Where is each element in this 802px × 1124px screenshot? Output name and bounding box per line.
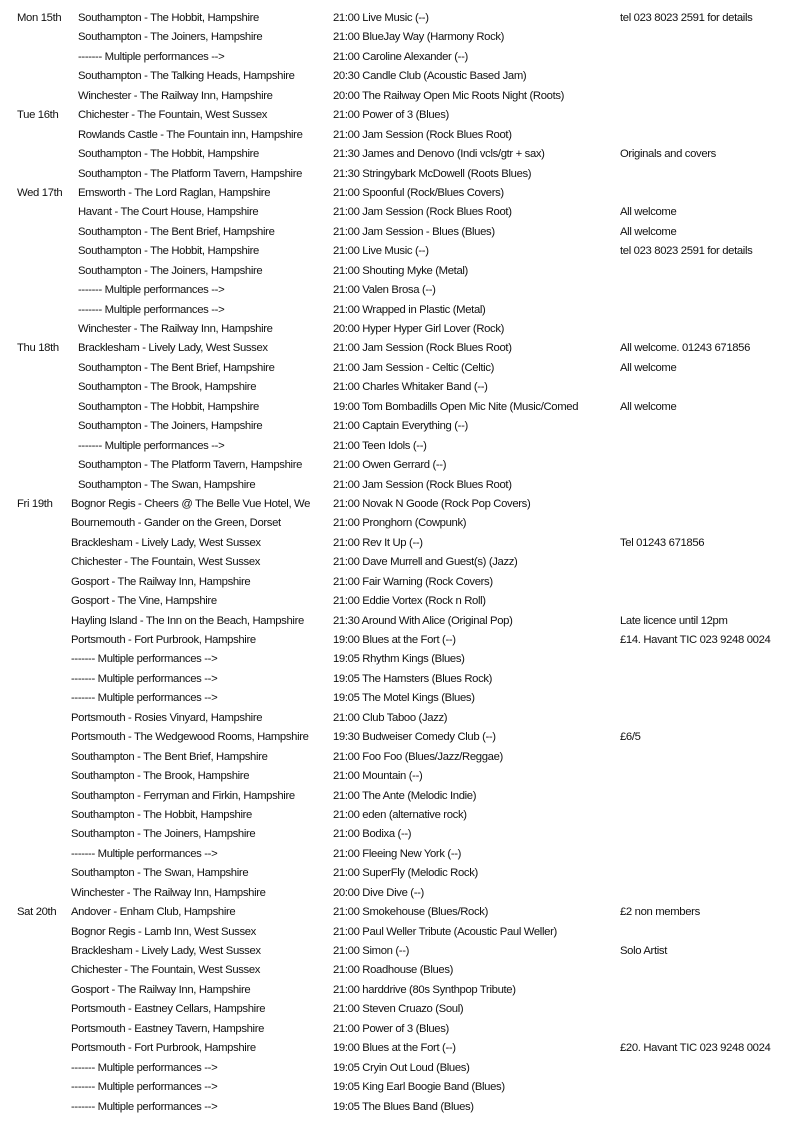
listing-row xyxy=(0,709,802,728)
event-time-and-act: 19:05 The Motel Kings (Blues) xyxy=(333,692,475,705)
event-time-and-act: 19:05 Cryin Out Loud (Blues) xyxy=(333,1061,470,1074)
event-time-and-act: 21:00 Roadhouse (Blues) xyxy=(333,964,454,977)
venue-name: Southampton - The Talking Heads, Hampshire xyxy=(78,70,295,83)
event-note: Tel 01243 671856 xyxy=(620,536,705,549)
listing-row xyxy=(0,223,802,242)
listing-row xyxy=(0,573,802,592)
venue-name: Southampton - The Joiners, Hampshire xyxy=(78,420,263,433)
event-time-and-act: 21:00 Foo Foo (Blues/Jazz/Reggae) xyxy=(333,750,503,763)
event-note: £2 non members xyxy=(620,906,700,919)
listing-row xyxy=(0,242,802,261)
venue-name: Portsmouth - The Wedgewood Rooms, Hampshire xyxy=(71,731,309,744)
venue-name: Southampton - The Joiners, Hampshire xyxy=(78,264,263,277)
event-time-and-act: 21:00 SuperFly (Melodic Rock) xyxy=(333,867,478,880)
venue-name: Gosport - The Railway Inn, Hampshire xyxy=(71,983,251,996)
venue-name: Bournemouth - Gander on the Green, Dorset xyxy=(71,517,281,530)
listing-row xyxy=(0,748,802,767)
event-time-and-act: 21:00 Paul Weller Tribute (Acoustic Paul Weller) xyxy=(333,925,557,938)
listing-row xyxy=(0,184,802,203)
event-time-and-act: 21:00 Club Taboo (Jazz) xyxy=(333,711,448,724)
listing-row xyxy=(0,884,802,903)
venue-name: Southampton - The Platform Tavern, Hampshire xyxy=(78,167,303,180)
event-time-and-act: 21:00 Mountain (--) xyxy=(333,770,423,783)
event-time-and-act: 20:30 Candle Club (Acoustic Based Jam) xyxy=(333,70,527,83)
listing-row xyxy=(0,398,802,417)
venue-name: Winchester - The Railway Inn, Hampshire xyxy=(78,89,273,102)
event-time-and-act: 21:00 BlueJay Way (Harmony Rock) xyxy=(333,31,505,44)
event-time-and-act: 21:00 eden (alternative rock) xyxy=(333,808,467,821)
event-time-and-act: 21:00 Charles Whitaker Band (--) xyxy=(333,381,488,394)
listing-row xyxy=(0,514,802,533)
event-time-and-act: 21:00 Jam Session (Rock Blues Root) xyxy=(333,206,512,219)
venue-name: ------- Multiple performances --> xyxy=(71,653,218,666)
listing-row xyxy=(0,126,802,145)
listing-row xyxy=(0,534,802,553)
day-label: Mon 15th xyxy=(17,12,62,24)
event-time-and-act: 21:00 Wrapped in Plastic (Metal) xyxy=(333,303,486,316)
venue-name: Chichester - The Fountain, West Sussex xyxy=(78,109,268,122)
event-time-and-act: 21:00 Owen Gerrard (--) xyxy=(333,459,447,472)
listing-row xyxy=(0,48,802,67)
event-time-and-act: 21:30 Stringybark McDowell (Roots Blues) xyxy=(333,167,532,180)
listing-row xyxy=(0,612,802,631)
venue-name: Southampton - The Hobbit, Hampshire xyxy=(78,148,259,161)
venue-name: Chichester - The Fountain, West Sussex xyxy=(71,964,261,977)
venue-name: Southampton - The Bent Brief, Hampshire xyxy=(71,750,268,763)
listing-row xyxy=(0,165,802,184)
venue-name: Havant - The Court House, Hampshire xyxy=(78,206,259,219)
event-time-and-act: 19:00 Tom Bombadills Open Mic Nite (Music/Comed xyxy=(333,400,579,413)
venue-name: ------- Multiple performances --> xyxy=(71,692,218,705)
listing-row xyxy=(0,845,802,864)
event-time-and-act: 20:00 The Railway Open Mic Roots Night (Roots) xyxy=(333,89,565,102)
listing-row xyxy=(0,378,802,397)
listing-row xyxy=(0,553,802,572)
venue-name: Bracklesham - Lively Lady, West Sussex xyxy=(71,536,261,549)
event-time-and-act: 21:00 Fleeing New York (--) xyxy=(333,847,462,860)
venue-name: Portsmouth - Eastney Cellars, Hampshire xyxy=(71,1003,266,1016)
event-time-and-act: 21:00 Caroline Alexander (--) xyxy=(333,50,468,63)
venue-name: ------- Multiple performances --> xyxy=(78,303,225,316)
listing-row xyxy=(0,689,802,708)
listing-row xyxy=(0,864,802,883)
listing-row xyxy=(0,145,802,164)
listing-row xyxy=(0,456,802,475)
venue-name: Portsmouth - Fort Purbrook, Hampshire xyxy=(71,634,256,646)
listing-row xyxy=(0,903,802,922)
event-time-and-act: 21:00 Power of 3 (Blues) xyxy=(333,109,449,122)
venue-name: ------- Multiple performances --> xyxy=(78,439,225,452)
venue-name: Emsworth - The Lord Raglan, Hampshire xyxy=(78,186,271,199)
event-time-and-act: 21:00 Teen Idols (--) xyxy=(333,439,427,452)
listing-row xyxy=(0,767,802,786)
event-note: All welcome xyxy=(620,361,677,374)
event-time-and-act: 19:05 Rhythm Kings (Blues) xyxy=(333,653,465,666)
listing-row xyxy=(0,339,802,358)
venue-name: ------- Multiple performances --> xyxy=(78,50,225,63)
event-time-and-act: 19:05 The Hamsters (Blues Rock) xyxy=(333,672,493,685)
venue-name: Andover - Enham Club, Hampshire xyxy=(71,906,236,919)
event-time-and-act: 21:00 Eddie Vortex (Rock n Roll) xyxy=(333,595,486,608)
listing-row xyxy=(0,320,802,339)
event-note: tel 023 8023 2591 for details xyxy=(620,245,753,258)
venue-name: ------- Multiple performances --> xyxy=(71,847,218,860)
listing-row xyxy=(0,301,802,320)
event-time-and-act: 20:00 Dive Dive (--) xyxy=(333,886,424,899)
listing-row xyxy=(0,961,802,980)
event-time-and-act: 21:00 Live Music (--) xyxy=(333,12,429,24)
venue-name: Southampton - The Bent Brief, Hampshire xyxy=(78,225,275,238)
listing-row xyxy=(0,825,802,844)
event-time-and-act: 20:00 Hyper Hyper Girl Lover (Rock) xyxy=(333,323,505,335)
venue-name: Portsmouth - Rosies Vinyard, Hampshire xyxy=(71,711,263,724)
event-time-and-act: 21:00 The Ante (Melodic Indie) xyxy=(333,789,477,802)
venue-name: Rowlands Castle - The Fountain inn, Hampshire xyxy=(78,128,303,141)
venue-name: Southampton - The Brook, Hampshire xyxy=(71,770,250,783)
event-time-and-act: 21:00 Jam Session (Rock Blues Root) xyxy=(333,128,512,141)
event-note: Originals and covers xyxy=(620,148,716,161)
event-note: Late licence until 12pm xyxy=(620,614,728,627)
event-time-and-act: 21:00 Pronghorn (Cowpunk) xyxy=(333,517,467,530)
venue-name: Portsmouth - Fort Purbrook, Hampshire xyxy=(71,1042,256,1055)
event-note: All welcome xyxy=(620,400,677,413)
venue-name: Southampton - The Platform Tavern, Hampshire xyxy=(78,459,303,472)
venue-name: Chichester - The Fountain, West Sussex xyxy=(71,556,261,569)
listing-row xyxy=(0,281,802,300)
event-time-and-act: 21:00 Jam Session - Blues (Blues) xyxy=(333,225,495,238)
listing-row xyxy=(0,592,802,611)
day-label: Wed 17th xyxy=(17,186,63,199)
listing-row xyxy=(0,1000,802,1019)
event-note: All welcome. 01243 671856 xyxy=(620,342,751,355)
venue-name: Southampton - The Bent Brief, Hampshire xyxy=(78,361,275,374)
day-label: Fri 19th xyxy=(17,497,53,510)
event-time-and-act: 21:00 Jam Session - Celtic (Celtic) xyxy=(333,361,495,374)
venue-name: ------- Multiple performances --> xyxy=(78,284,225,297)
event-time-and-act: 21:00 Steven Cruazo (Soul) xyxy=(333,1003,464,1016)
event-time-and-act: 19:30 Budweiser Comedy Club (--) xyxy=(333,731,496,744)
venue-name: Hayling Island - The Inn on the Beach, Hampshire xyxy=(71,614,304,627)
event-time-and-act: 21:00 Fair Warning (Rock Covers) xyxy=(333,575,493,588)
venue-name: Portsmouth - Eastney Tavern, Hampshire xyxy=(71,1022,265,1035)
event-note: £20. Havant TIC 023 9248 0024 xyxy=(620,1042,771,1055)
event-time-and-act: 21:00 Jam Session (Rock Blues Root) xyxy=(333,478,512,491)
venue-name: Southampton - The Hobbit, Hampshire xyxy=(78,12,259,24)
event-time-and-act: 21:00 Valen Brosa (--) xyxy=(333,284,436,297)
event-time-and-act: 21:00 Power of 3 (Blues) xyxy=(333,1022,449,1035)
listing-row xyxy=(0,787,802,806)
listing-row xyxy=(0,650,802,669)
event-time-and-act: 19:00 Blues at the Fort (--) xyxy=(333,1042,456,1055)
listing-row xyxy=(0,923,802,942)
listing-row xyxy=(0,359,802,378)
listing-row xyxy=(0,203,802,222)
listing-row xyxy=(0,67,802,86)
listing-row xyxy=(0,1059,802,1078)
event-time-and-act: 19:05 King Earl Boogie Band (Blues) xyxy=(333,1081,505,1094)
listing-row xyxy=(0,981,802,1000)
event-time-and-act: 19:00 Blues at the Fort (--) xyxy=(333,634,456,646)
venue-name: Southampton - The Swan, Hampshire xyxy=(78,478,256,491)
venue-name: Winchester - The Railway Inn, Hampshire xyxy=(78,323,273,335)
listing-row xyxy=(0,1039,802,1058)
listing-row xyxy=(0,1098,802,1117)
venue-name: Southampton - The Swan, Hampshire xyxy=(71,867,249,880)
listing-row xyxy=(0,806,802,825)
venue-name: Bracklesham - Lively Lady, West Sussex xyxy=(71,945,261,957)
venue-name: Southampton - The Hobbit, Hampshire xyxy=(71,808,252,821)
event-note: All welcome xyxy=(620,206,677,219)
event-note: All welcome xyxy=(620,225,677,238)
event-time-and-act: 21:30 Around With Alice (Original Pop) xyxy=(333,614,513,627)
day-label: Sat 20th xyxy=(17,906,57,919)
venue-name: Gosport - The Vine, Hampshire xyxy=(71,595,217,608)
event-time-and-act: 21:00 Bodixa (--) xyxy=(333,828,412,841)
event-time-and-act: 21:00 Smokehouse (Blues/Rock) xyxy=(333,906,488,919)
venue-name: Gosport - The Railway Inn, Hampshire xyxy=(71,575,251,588)
event-time-and-act: 21:00 Live Music (--) xyxy=(333,245,429,258)
listing-row xyxy=(0,670,802,689)
event-time-and-act: 21:00 Rev It Up (--) xyxy=(333,536,423,549)
listing-row xyxy=(0,437,802,456)
listing-row xyxy=(0,942,802,961)
event-time-and-act: 21:00 Captain Everything (--) xyxy=(333,420,468,433)
listing-row xyxy=(0,1020,802,1039)
event-time-and-act: 21:00 Novak N Goode (Rock Pop Covers) xyxy=(333,497,531,510)
venue-name: Winchester - The Railway Inn, Hampshire xyxy=(71,886,266,899)
event-time-and-act: 21:00 harddrive (80s Synthpop Tribute) xyxy=(333,983,516,996)
venue-name: ------- Multiple performances --> xyxy=(71,1100,218,1113)
event-time-and-act: 21:00 Spoonful (Rock/Blues Covers) xyxy=(333,186,504,199)
event-note: £6/5 xyxy=(620,731,641,744)
venue-name: Southampton - The Hobbit, Hampshire xyxy=(78,245,259,258)
listing-row xyxy=(0,417,802,436)
listing-row xyxy=(0,262,802,281)
listing-row xyxy=(0,106,802,125)
listing-row xyxy=(0,9,802,28)
listing-row xyxy=(0,1078,802,1097)
venue-name: Southampton - The Hobbit, Hampshire xyxy=(78,400,259,413)
listing-row xyxy=(0,87,802,106)
venue-name: Bognor Regis - Lamb Inn, West Sussex xyxy=(71,925,256,938)
event-time-and-act: 21:30 James and Denovo (Indi vcls/gtr + sax) xyxy=(333,148,545,161)
listing-row xyxy=(0,631,802,650)
event-time-and-act: 19:05 The Blues Band (Blues) xyxy=(333,1100,474,1113)
venue-name: Southampton - The Joiners, Hampshire xyxy=(78,31,263,44)
venue-name: Southampton - Ferryman and Firkin, Hampshire xyxy=(71,789,295,802)
event-time-and-act: 21:00 Simon (--) xyxy=(333,945,410,957)
venue-name: Bognor Regis - Cheers @ The Belle Vue Hotel, We xyxy=(71,497,311,510)
listing-row xyxy=(0,495,802,514)
listing-row xyxy=(0,476,802,495)
day-label: Tue 16th xyxy=(17,109,59,122)
event-time-and-act: 21:00 Dave Murrell and Guest(s) (Jazz) xyxy=(333,556,518,569)
venue-name: Southampton - The Joiners, Hampshire xyxy=(71,828,256,841)
event-note: tel 023 8023 2591 for details xyxy=(620,12,753,24)
event-note: Solo Artist xyxy=(620,945,668,957)
venue-name: ------- Multiple performances --> xyxy=(71,1081,218,1094)
venue-name: Southampton - The Brook, Hampshire xyxy=(78,381,257,394)
venue-name: Bracklesham - Lively Lady, West Sussex xyxy=(78,342,268,355)
event-time-and-act: 21:00 Shouting Myke (Metal) xyxy=(333,264,468,277)
listing-row xyxy=(0,28,802,47)
event-time-and-act: 21:00 Jam Session (Rock Blues Root) xyxy=(333,342,512,355)
event-note: £14. Havant TIC 023 9248 0024 xyxy=(620,634,771,646)
listing-row xyxy=(0,728,802,747)
venue-name: ------- Multiple performances --> xyxy=(71,1061,218,1074)
day-label: Thu 18th xyxy=(17,342,59,355)
venue-name: ------- Multiple performances --> xyxy=(71,672,218,685)
